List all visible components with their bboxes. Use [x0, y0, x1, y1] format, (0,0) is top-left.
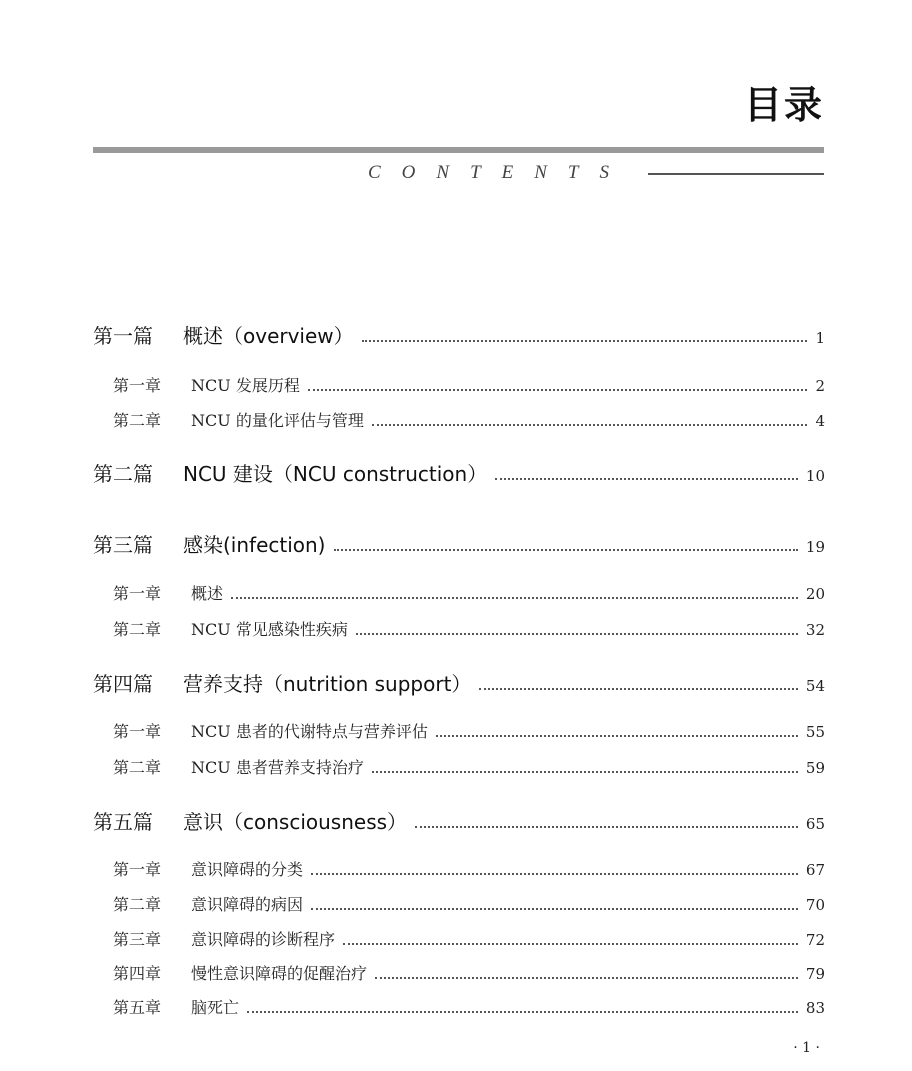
page-number: 55	[805, 723, 825, 741]
dot-leader	[311, 873, 798, 875]
entry-title: 意识障碍的诊断程序	[191, 930, 336, 949]
entry-title: NCU 发展历程	[191, 376, 300, 395]
dot-leader	[495, 478, 798, 480]
entry-number: 第一章	[113, 584, 162, 603]
entry-title: NCU 患者营养支持治疗	[191, 758, 364, 777]
dot-leader	[308, 389, 808, 391]
dot-leader	[375, 977, 798, 979]
entry-number: 第五章	[113, 998, 162, 1017]
dot-leader	[415, 826, 798, 828]
page-number: 19	[805, 538, 825, 556]
entry-number: 第二章	[113, 620, 162, 639]
title-rule	[93, 147, 824, 153]
page-number: 72	[805, 931, 825, 949]
page-number: 54	[805, 677, 825, 695]
contents-rule	[648, 173, 824, 175]
page-footer-number: · 1 ·	[793, 1040, 820, 1056]
entry-title: NCU 常见感染性疾病	[191, 620, 348, 639]
entry-number: 第四篇	[93, 672, 153, 696]
entry-title: 概述	[191, 584, 224, 603]
entry-number: 第一章	[113, 722, 162, 741]
toc-entry-part[interactable]	[93, 320, 825, 349]
entry-number: 第一章	[113, 860, 162, 879]
entry-title: 意识障碍的分类	[191, 860, 304, 879]
entry-title: 感染(infection)	[183, 533, 326, 557]
page-number: 70	[805, 896, 825, 914]
entry-number: 第五篇	[93, 810, 153, 834]
dot-leader	[362, 340, 808, 342]
dot-leader	[231, 597, 798, 599]
entry-title: NCU 的量化评估与管理	[191, 411, 364, 430]
entry-number: 第二章	[113, 895, 162, 914]
entry-title: 意识障碍的病因	[191, 895, 304, 914]
toc-entry-part[interactable]	[93, 806, 825, 835]
toc-entry-part[interactable]	[93, 668, 825, 697]
page-number: 10	[805, 467, 825, 485]
dot-leader	[372, 771, 798, 773]
page-number: 4	[815, 412, 825, 430]
entry-title: 营养支持（nutrition support）	[183, 672, 472, 696]
page-number: 20	[805, 585, 825, 603]
dot-leader	[311, 908, 798, 910]
toc-entry-part[interactable]	[93, 529, 825, 558]
entry-number: 第二章	[113, 411, 162, 430]
toc-entry-chapter[interactable]	[113, 961, 825, 984]
entry-number: 第三章	[113, 930, 162, 949]
toc-entry-chapter[interactable]	[113, 927, 825, 950]
entry-number: 第三篇	[93, 533, 153, 557]
dot-leader	[343, 943, 798, 945]
dot-leader	[334, 549, 798, 551]
dot-leader	[479, 688, 797, 690]
entry-number: 第一章	[113, 376, 162, 395]
dot-leader	[356, 633, 798, 635]
toc-entry-chapter[interactable]	[113, 408, 825, 431]
page-number: 1	[815, 329, 825, 347]
entry-title: NCU 患者的代谢特点与营养评估	[191, 722, 428, 741]
page-number: 59	[805, 759, 825, 777]
entry-title: 慢性意识障碍的促醒治疗	[191, 964, 368, 983]
dot-leader	[247, 1011, 798, 1013]
dot-leader	[372, 424, 808, 426]
entry-title: NCU 建设（NCU construction）	[183, 462, 488, 486]
toc-entry-chapter[interactable]	[113, 892, 825, 915]
entry-number: 第二章	[113, 758, 162, 777]
page-number: 32	[805, 621, 825, 639]
contents-label: CONTENTS	[368, 162, 630, 183]
toc-entry-chapter[interactable]	[113, 857, 825, 880]
entry-title: 概述（overview）	[183, 324, 354, 348]
toc-entry-chapter[interactable]	[113, 373, 825, 396]
toc-entry-chapter[interactable]	[113, 755, 825, 778]
entry-number: 第四章	[113, 964, 162, 983]
entry-number: 第一篇	[93, 324, 153, 348]
page-title: 目录	[743, 83, 824, 127]
page-number: 2	[815, 377, 825, 395]
page-number: 67	[805, 861, 825, 879]
toc-entry-part[interactable]	[93, 458, 825, 487]
entry-number: 第二篇	[93, 462, 153, 486]
page-number: 65	[805, 815, 825, 833]
toc-entry-chapter[interactable]	[113, 995, 825, 1018]
toc-entry-chapter[interactable]	[113, 719, 825, 742]
toc-entry-chapter[interactable]	[113, 617, 825, 640]
page-number: 83	[805, 999, 825, 1017]
entry-title: 脑死亡	[191, 998, 240, 1017]
toc-entry-chapter[interactable]	[113, 581, 825, 604]
dot-leader	[436, 735, 798, 737]
page-number: 79	[805, 965, 825, 983]
entry-title: 意识（consciousness）	[183, 810, 408, 834]
